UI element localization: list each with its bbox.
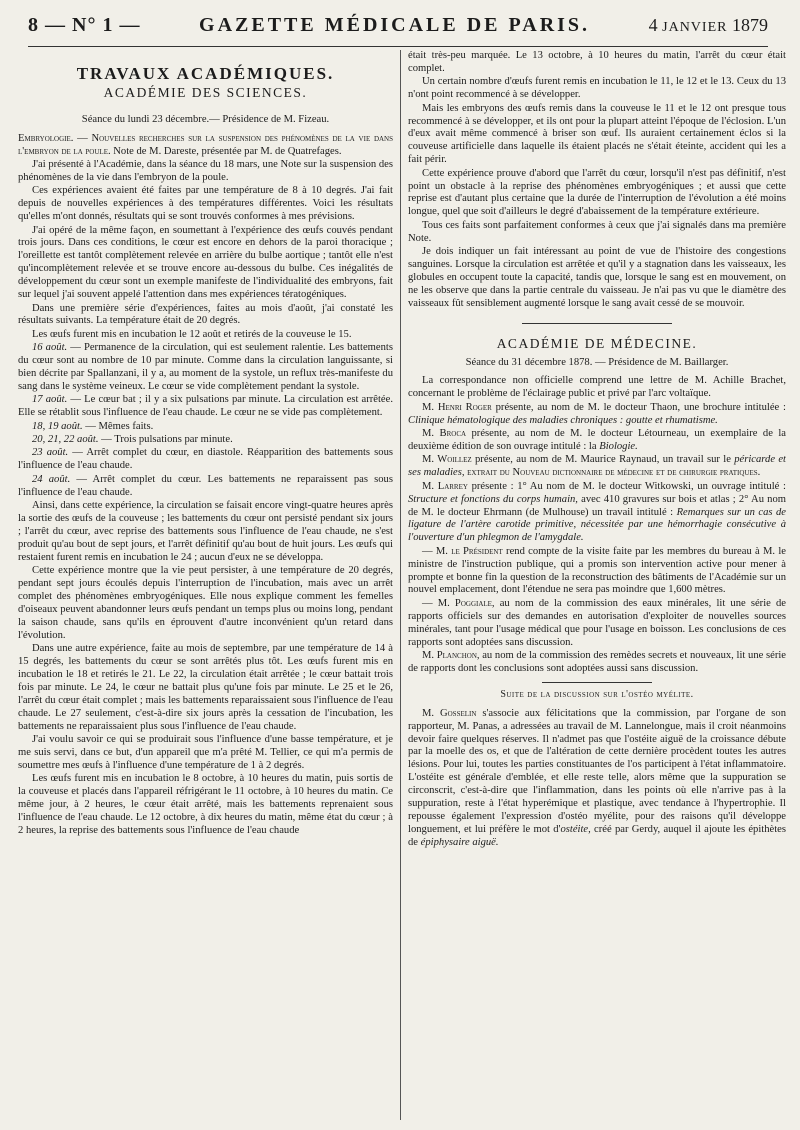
paragraph: Tous ces faits sont parfaitement conformes à ceux que j'ai signalés dans ma première Note. xyxy=(408,219,786,244)
article-heading: Embryologie. — Nouvelles recherches sur la suspension des phénomènes de la vie dans l'embryon de la poule. Note de M. Dareste, présentée par M. de Quatrefages. xyxy=(18,132,393,157)
paragraph: M. Woillez présente, au nom de M. Maurice Raynaud, un travail sur le péricarde et ses maladies, extrait du Nouveau dictionnaire de médecine et de chirurgie pratiques. xyxy=(408,454,786,479)
meeting-line: Séance du lundi 23 décembre.— Présidence de M. Fizeau. xyxy=(81,113,330,125)
paragraph: J'ai présenté à l'Académie, dans la séance du 18 mars, une Note sur la suspension des phénomènes de la vie dans l'embryon de la poule. xyxy=(18,159,393,183)
issue-date: 4 JANVIER 1879 xyxy=(648,15,768,35)
meeting-line: Séance du 31 décembre 1878. — Présidence de M. Baillarger. xyxy=(465,356,729,368)
paragraph: — M. Poggiale, au nom de la commission des eaux minérales, lit une série de rapports officiels sur des demandes en autorisation d'exploiter de nouvelles sources minérales, tant pour l'usage médical que pour l'usage en boisson. Les conclusions de ces rapports sont adoptées sans discussion. xyxy=(408,597,786,648)
paragraph: J'ai opéré de la même façon, en soumettant à l'expérience des œufs couvés pendant trois jours. Dans ces conditions, le cœur est encore en dehors de la paroi thoracique ; l'oreillette est tantôt complètement relevée en arrière du bulbe aortique ; tantôt elle n'est qu'incomplètement relevée et se trouve encore au-dessous du bulbe. Ces inégalités de développement du cœur sont un exemple manifeste de l'individualité des embryons, fait sur lequel j'ai souvent appelé l'attention dans mes expériences tératogéniques. xyxy=(18,224,393,301)
paragraph: était très-peu marquée. Le 13 octobre, à 10 heures du matin, l'arrêt du cœur était complet. xyxy=(408,50,786,74)
paragraph: J'ai voulu savoir ce qui se produirait sous l'influence d'une basse température, et je me suis servi, dans ce but, d'un appareil que m'a prêté M. Tellier, ce qui m'a permis de soumettre mes œufs à l'influence d'une température de 1 à 2 degrés. xyxy=(18,733,393,771)
page-header xyxy=(28,14,768,47)
paragraph: Les œufs furent mis en incubation le 8 octobre, à 10 heures du matin, puis sortis de la couveuse et placés dans l'appareil réfrigérant le 11 octobre, à 10 heures du matin. Ce même jour, à 2 heures, le cœur était arrêté, mais les battements reprenaient sous l'influence de l'eau chaude. Le 12 octobre, à dix heures du matin, même état du cœur ; à 2 heures, la reprise des battements sous l'influence de l'eau chaude xyxy=(18,773,393,836)
paragraph: M. Larrey présente : 1° Au nom de M. le docteur Witkowski, un ouvrage intitulé : Structure et fonctions du corps humain, avec 410 gravures sur bois et atlas ; 2° Au nom de M. le docteur Ehrmann (de Mulhouse) un travail intitulé : Remarques sur un cas de ligature de l'artère carotide primitive, nécessitée par une hémorrhagie consécutive à l'ouverture d'un phlegmon de l'amygdale. xyxy=(408,480,786,544)
paragraph: La correspondance non officielle comprend une lettre de M. Achille Brachet, concernant le problème de l'éclairage public et privé par l'arc voltaïque. xyxy=(408,375,786,400)
paragraph: M. Planchon, au nom de la commission des remèdes secrets et nouveaux, lit une série de rapports dont les conclusions sont adoptées aussi sans discussion. xyxy=(408,649,786,674)
paragraph: Cette expérience prouve d'abord que l'arrêt du cœur, lorsqu'il n'est pas définitif, n'est point un obstacle à la reprise des phénomènes embryogéniques ; et aussi que cette reprise est d'autant plus certaine que la durée de l'interruption de l'évolution a été moins longue, quel que soit d'ailleurs le degré d'abaissement de la température extérieure. xyxy=(408,167,786,218)
paragraph: Mais les embryons des œufs remis dans la couveuse le 11 et le 12 ont presque tous recommencé à se développer, et ils ont pour la plupart atteint l'époque de l'éclosion. L'un d'eux avait même commencé à briser son œuf. Ils auraient certainement éclos si la couveuse artificielle dans laquelle ils étaient placés ne s'était éteinte, accident qui les a fait périr. xyxy=(408,102,786,166)
academy-heading: ACADÉMIE DES SCIENCES. xyxy=(103,84,308,100)
academy-heading: ACADÉMIE DE MÉDECINE. xyxy=(496,335,698,351)
left-column xyxy=(18,50,393,1124)
paragraph: Dans une autre expérience, faite au mois de septembre, par une température de 14 à 15 degrés, les battements du cœur se sont arrêtés plus tôt. Les œufs furent mis en incubation le 18 et retirés le 21. Le 22, la circulation était arrêtée ; le cœur battait trois fois par minute. Le 24, le cœur ne battait plus qu'une fois par minute. Le 25 et le 26, l'arrêt du cœur était complet ; mais les battements reparaissaient sous l'influence de l'eau chaude. Le 27 seulement, c'est-à-dire six jours après la cessation de l'incubation, les battements ne reparaissaient plus sous l'influence de l'eau chaude. xyxy=(18,643,393,732)
section-title: TRAVAUX ACADÉMIQUES. xyxy=(76,64,335,83)
dated-entry: 23 août. — Arrêt complet du cœur, en diastole. Réapparition des battements sous l'influence de l'eau chaude. xyxy=(18,447,393,472)
page-number: 8 — N° 1 — xyxy=(28,14,141,36)
paragraph: Dans une première série d'expériences, faites au mois d'août, j'ai constaté les résultats suivants. La température était de 20 degrés. xyxy=(18,302,393,327)
right-column xyxy=(408,50,786,1124)
dated-entry: 20, 21, 22 août. — Trois pulsations par minute. xyxy=(32,434,233,446)
paragraph: M. Broca présente, au nom de M. le docteur Létourneau, un exemplaire de la deuxième édition de son ouvrage intitulé : la Biologie. xyxy=(408,428,786,452)
dated-entry: 18, 19 août. — Mêmes faits. xyxy=(32,420,154,432)
journal-title: GAZETTE MÉDICALE DE PARIS. xyxy=(199,14,591,36)
dated-entry: 16 août. — Permanence de la circulation, qui est seulement ralentie. Les battements du cœur sont au nombre de 10 par minute. Comme dans la circulation languissante, si bien décrite par Spallanzani, il y a, au moment de la systole, un reflux très-manifeste du sang dans le système veineux. Le cœur se vide complètement pendant la systole. xyxy=(18,342,393,392)
paragraph: Les œufs furent mis en incubation le 12 août et retirés de la couveuse le 15. xyxy=(32,328,352,340)
dated-entry: 17 août. — Le cœur bat ; il y a six pulsations par minute. La circulation est arrêtée. Elle se rétablit sous l'influence de l'eau chaude. Le cœur ne se vide pas complètement. xyxy=(18,394,393,419)
section-divider xyxy=(522,323,672,324)
paragraph: M. Henri Roger présente, au nom de M. le docteur Thaon, une brochure intitulée : Clinique hématologique des maladies chroniques : goutte et rhumatisme. xyxy=(408,401,786,426)
discussion-subhead: Suite de la discussion sur l'ostéo myélite. xyxy=(500,688,694,700)
dated-entry: 24 août. — Arrêt complet du cœur. Les battements ne reparaissent pas sous l'influence de l'eau chaude. xyxy=(18,473,393,498)
paragraph: — M. le Président rend compte de la visite faite par les membres du bureau à M. le ministre de l'instruction publique, qui a promis son intervention active pour mener à prompte et bonne fin la question de la reconstruction des bâtiments de l'Académie sur un nouvel emplacement, dont l'étendue ne sera pas moindre que 1,600 mètres. xyxy=(408,545,786,596)
paragraph: M. Gosselin s'associe aux félicitations que la commission, par l'organe de son rapporteur, M. Panas, a adressées au travail de M. Lannelongue, mais il croit néanmoins devoir faire quelques réserves. Il n'admet pas que l'ostéite aiguë de la croissance débute par la moelle des os, et que de l'altération de cette dernière procèdent toutes les autres lésions. Pour lui, toutes les parties constituantes de l'os participent à l'état inflammatoire. L'ostéite est générale d'emblée, et elle reste telle, alors même que la suppuration se circonscrit, c'est-à-dire que l'inflammation, dans les points où elle n'arrive pas à la suppuration, reste à l'état hyperémique et plastique, avec tendance à l'hypertrophie. Il repousse également l'expression d'ostéo myélite, pour des raisons qu'il développe longuement, et lui préfère le mot d'ostéite, créé par Gerdy, auquel il ajoute les épithètes de épiphysaire aiguë. xyxy=(408,707,786,848)
paragraph: Cette expérience montre que la vie peut persister, à une température de 20 degrés, pendant sept jours écoulés depuis l'interruption de l'incubation, mais avec un arrêt complet des phénomènes embryogéniques. Elle nous explique comment les femelles d'oiseaux peuvent abandonner leurs œufs pendant un temps plus ou moins long, pendant la saison chaude, sans qu'ils en éprouvent d'autre inconvénient qu'un retard dans l'évolution. xyxy=(18,565,393,641)
paragraph: Ces expériences avaient été faites par une température de 8 à 10 degrés. J'ai fait depuis de nouvelles expériences à des températures différentes. Voici les résultats qu'elles m'ont donnés, résultats qui se sont trouvés conformes à mes prévisions. xyxy=(18,185,393,223)
column-rule xyxy=(400,50,401,1120)
paragraph: Ainsi, dans cette expérience, la circulation se faisait encore vingt-quatre heures après la sortie des œufs de la couveuse ; les battements du cœur ont persisté pendant six jours ; l'arrêt du cœur, avec reprise des battements sous l'influence de l'eau chaude, ne s'est produit qu'au bout de sept jours, et l'arrêt définitif qu'au bout de huit jours. Les œufs qui restaient furent remis en incubation le 24 ; aucun d'eux ne se développa. xyxy=(18,500,393,563)
paragraph: Un certain nombre d'œufs furent remis en incubation le 11, le 12 et le 13. Ceux du 13 n'ont point recommencé à se développer. xyxy=(408,76,786,101)
section-divider xyxy=(542,682,652,683)
paragraph: Je dois indiquer un fait intéressant au point de vue de l'histoire des congestions sanguines. Lorsque la circulation est arrêtée et qu'il y a stagnation dans les vaisseaux, les globules en occupent toute la capacité, tandis que, lorsque le sang est en mouvement, on ne les observe que dans la partie centrale du vaisseau. Je n'ai pas vu que le diamètre des vaisseaux fût sensiblement augmenté lorsque le sang avait cessé de se mouvoir. xyxy=(408,246,786,309)
